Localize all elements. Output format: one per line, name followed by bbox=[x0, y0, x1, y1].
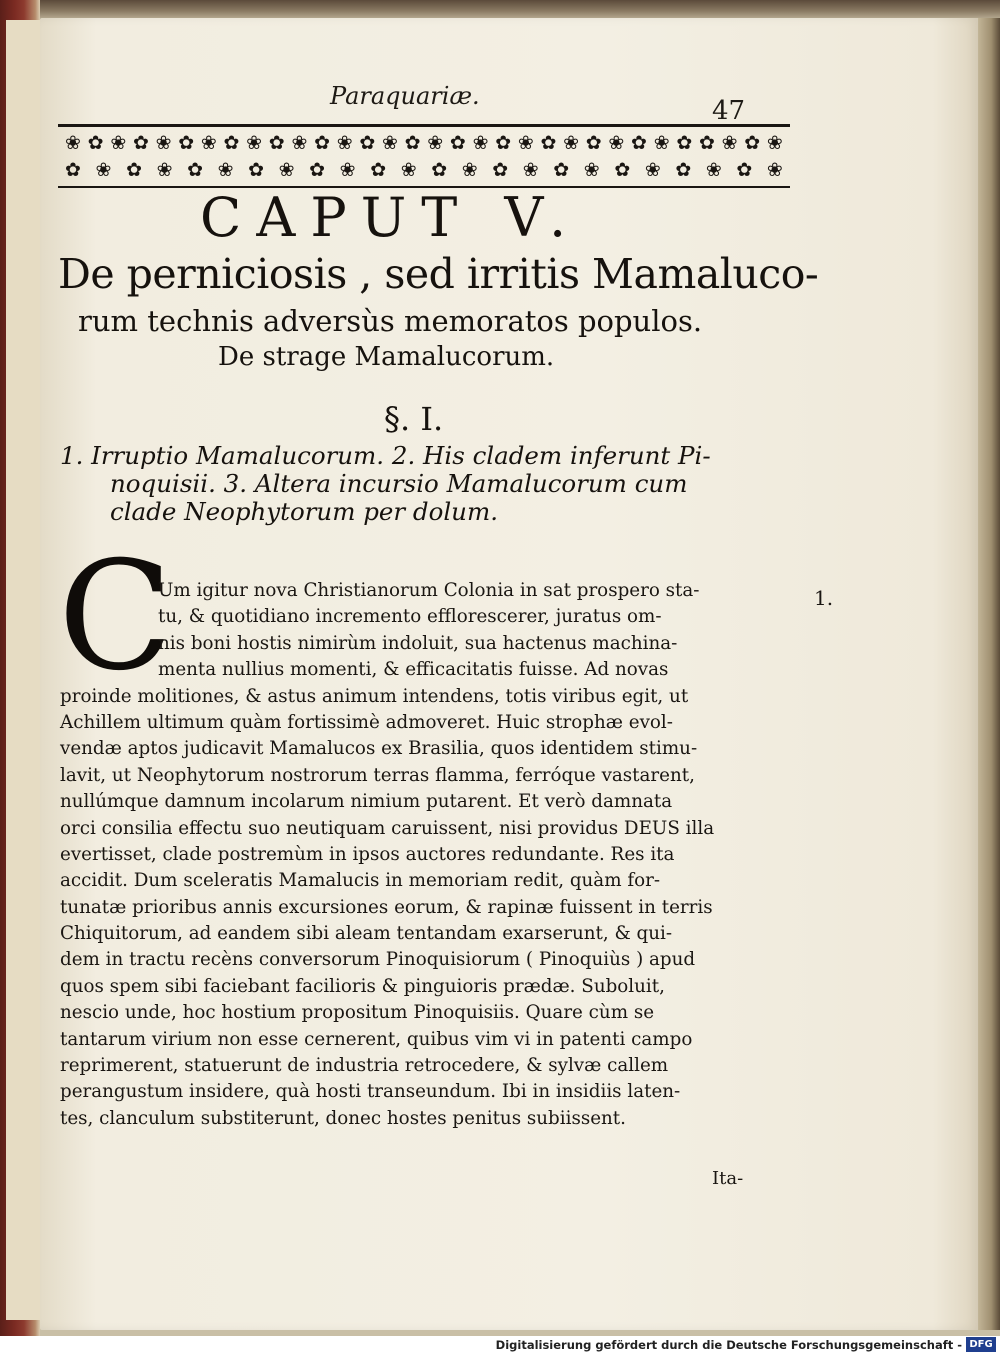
left-page-edge bbox=[6, 20, 41, 1320]
body-line: menta nullius momenti, & efficacitatis fuisse. Ad novas bbox=[158, 659, 669, 681]
body-line: vendæ aptos judicavit Mamalucos ex Brasilia, quos identidem stimu- bbox=[60, 738, 698, 760]
fleuron-icon: ❀ bbox=[382, 131, 398, 154]
fleuron-icon: ❀ bbox=[653, 131, 670, 154]
fleuron-icon: ✿ bbox=[585, 131, 602, 154]
body-line: tu, & quotidiano incremento efflorescerer, juratus om- bbox=[158, 606, 662, 628]
fleuron-icon: ❀ bbox=[766, 131, 783, 154]
fleuron-icon: ❀ bbox=[522, 159, 539, 182]
fleuron-icon: ✿ bbox=[178, 131, 195, 154]
fleuron-icon: ❀ bbox=[246, 131, 263, 154]
fleuron-icon: ❀ bbox=[339, 159, 356, 182]
fleuron-icon: ✿ bbox=[492, 159, 509, 182]
ornamental-border bbox=[58, 124, 790, 188]
fleuron-icon: ❀ bbox=[461, 159, 478, 182]
section-mark: §. I. bbox=[384, 400, 444, 438]
fleuron-icon: ✿ bbox=[495, 131, 512, 154]
fleuron-icon: ✿ bbox=[744, 131, 761, 154]
fleuron-icon: ❀ bbox=[200, 131, 217, 154]
fleuron-icon: ✿ bbox=[675, 159, 692, 182]
fleuron-icon: ✿ bbox=[676, 131, 693, 154]
fleuron-icon: ❀ bbox=[721, 131, 738, 154]
body-line: perangustum insidere, quà hosti transeundum. Ibi in insidiis laten- bbox=[60, 1081, 681, 1103]
fleuron-icon: ✿ bbox=[248, 159, 265, 182]
fleuron-icon: ❀ bbox=[291, 131, 308, 154]
fleuron-icon: ✿ bbox=[553, 159, 570, 182]
fleuron-icon: ❀ bbox=[156, 159, 173, 182]
fleuron-icon: ❀ bbox=[95, 159, 112, 182]
fleuron-icon: ✿ bbox=[449, 131, 466, 154]
fleuron-icon: ✿ bbox=[187, 159, 204, 182]
summary-line: 1. Irruptio Mamalucorum. 2. His cladem inferunt Pi- bbox=[60, 441, 711, 470]
fleuron-icon: ✿ bbox=[223, 131, 240, 154]
body-line: Achillem ultimum quàm fortissimè admoveret. Huic strophæ evol- bbox=[60, 711, 673, 733]
fleuron-icon: ✿ bbox=[87, 131, 104, 154]
fleuron-icon: ❀ bbox=[427, 131, 444, 154]
fleuron-icon: ❀ bbox=[278, 159, 295, 182]
fleuron-icon: ✿ bbox=[614, 159, 631, 182]
fleuron-icon: ❀ bbox=[217, 159, 234, 182]
fleuron-icon: ❀ bbox=[583, 159, 600, 182]
fleuron-icon: ✿ bbox=[314, 131, 330, 154]
fleuron-icon: ✿ bbox=[359, 131, 376, 154]
summary-line: clade Neophytorum per dolum. bbox=[110, 497, 498, 526]
body-line: nescio unde, hoc hostium propositum Pinoquisiis. Quare cùm se bbox=[60, 1002, 655, 1024]
body-line: lavit, ut Neophytorum nostrorum terras flamma, ferróque vastarent, bbox=[60, 764, 695, 786]
body-line: reprimerent, statuerunt de industria retrocedere, & sylvæ callem bbox=[60, 1055, 669, 1077]
fleuron-icon: ❀ bbox=[766, 159, 783, 182]
marginal-number: 1. bbox=[814, 586, 834, 610]
chapter-title-line-2: rum technis adversùs memoratos populos. bbox=[78, 304, 703, 338]
body-line: evertisset, clade postremùm in ipsos auctores redundante. Res ita bbox=[60, 843, 675, 865]
body-line: Chiquitorum, ad eandem sibi aleam tentandam exarserunt, & qui- bbox=[60, 923, 673, 945]
fleuron-icon: ✿ bbox=[631, 131, 647, 154]
body-line: nis boni hostis nimirùm indoluit, sua hactenus machina- bbox=[158, 632, 678, 654]
body-line: Um igitur nova Christianorum Colonia in sat prospero sta- bbox=[158, 580, 700, 601]
fleuron-icon: ✿ bbox=[431, 159, 448, 182]
fleuron-icon: ✿ bbox=[268, 131, 285, 154]
running-head: Paraquariæ. bbox=[330, 82, 480, 110]
fleuron-icon: ❀ bbox=[644, 159, 661, 182]
fleuron-icon: ✿ bbox=[65, 159, 81, 182]
body-line: quos spem sibi faciebant facilioris & pinguioris prædæ. Suboluit, bbox=[60, 975, 665, 997]
page-number: 47 bbox=[712, 96, 746, 126]
page-edge-right bbox=[978, 18, 1000, 1330]
fleuron-icon: ✿ bbox=[132, 131, 149, 154]
fleuron-icon: ❀ bbox=[110, 131, 127, 154]
fleuron-icon: ❀ bbox=[155, 131, 172, 154]
footer-credit: Digitalisierung gefördert durch die Deutsche Forschungsgemeinschaft - bbox=[495, 1338, 962, 1352]
fleuron-icon: ❀ bbox=[563, 131, 580, 154]
body-line: orci consilia effectu suo neutiquam caruissent, nisi providus DEUS illa bbox=[60, 817, 715, 839]
fleuron-icon: ❀ bbox=[472, 131, 489, 154]
body-text bbox=[60, 578, 800, 1132]
fleuron-icon: ✿ bbox=[404, 131, 421, 154]
fleuron-icon: ✿ bbox=[736, 159, 753, 182]
section-summary bbox=[60, 442, 800, 526]
body-line: nullúmque damnum incolarum nimium putarent. Et verò damnata bbox=[60, 791, 673, 813]
dfg-logo: DFG bbox=[966, 1337, 996, 1352]
body-line: tunatæ prioribus annis excursiones eorum, & rapinæ fuissent in terris bbox=[60, 896, 713, 918]
body-line: dem in tractu recèns conversorum Pinoquisiorum ( Pinoquiùs ) apud bbox=[60, 949, 696, 971]
fleuron-icon: ❀ bbox=[400, 159, 417, 182]
summary-line: noquisii. 3. Altera incursio Mamalucorum cum bbox=[110, 469, 688, 498]
digitization-footer bbox=[0, 1336, 1000, 1355]
fleuron-icon: ✿ bbox=[126, 159, 142, 182]
body-line: tes, clanculum substiterunt, donec hostes penitus subiissent. bbox=[60, 1107, 626, 1129]
fleuron-icon: ❀ bbox=[705, 159, 722, 182]
fleuron-icon: ✿ bbox=[309, 159, 326, 182]
catchword: Ita- bbox=[712, 1168, 744, 1189]
fleuron-icon: ❀ bbox=[65, 131, 81, 154]
fleuron-icon: ❀ bbox=[336, 131, 353, 154]
body-line: proinde molitiones, & astus animum intendens, totis viribus egit, ut bbox=[60, 685, 689, 707]
body-line: accidit. Dum sceleratis Mamalucis in memoriam redit, quàm for- bbox=[60, 870, 661, 892]
fleuron-icon: ✿ bbox=[540, 131, 557, 154]
fleuron-icon: ❀ bbox=[608, 131, 625, 154]
chapter-heading: CAPUT V. bbox=[200, 186, 582, 249]
chapter-title-line-1: De perniciosis , sed irritis Mamaluco- bbox=[58, 250, 819, 298]
fleuron-icon: ❀ bbox=[517, 131, 534, 154]
fleuron-icon: ✿ bbox=[698, 131, 715, 154]
body-line: tantarum virium non esse cernerent, quibus vim vi in patenti campo bbox=[60, 1028, 693, 1050]
drop-cap: C bbox=[58, 530, 173, 704]
fleuron-icon: ✿ bbox=[370, 159, 387, 182]
chapter-title-line-3: De strage Mamalucorum. bbox=[218, 342, 555, 372]
